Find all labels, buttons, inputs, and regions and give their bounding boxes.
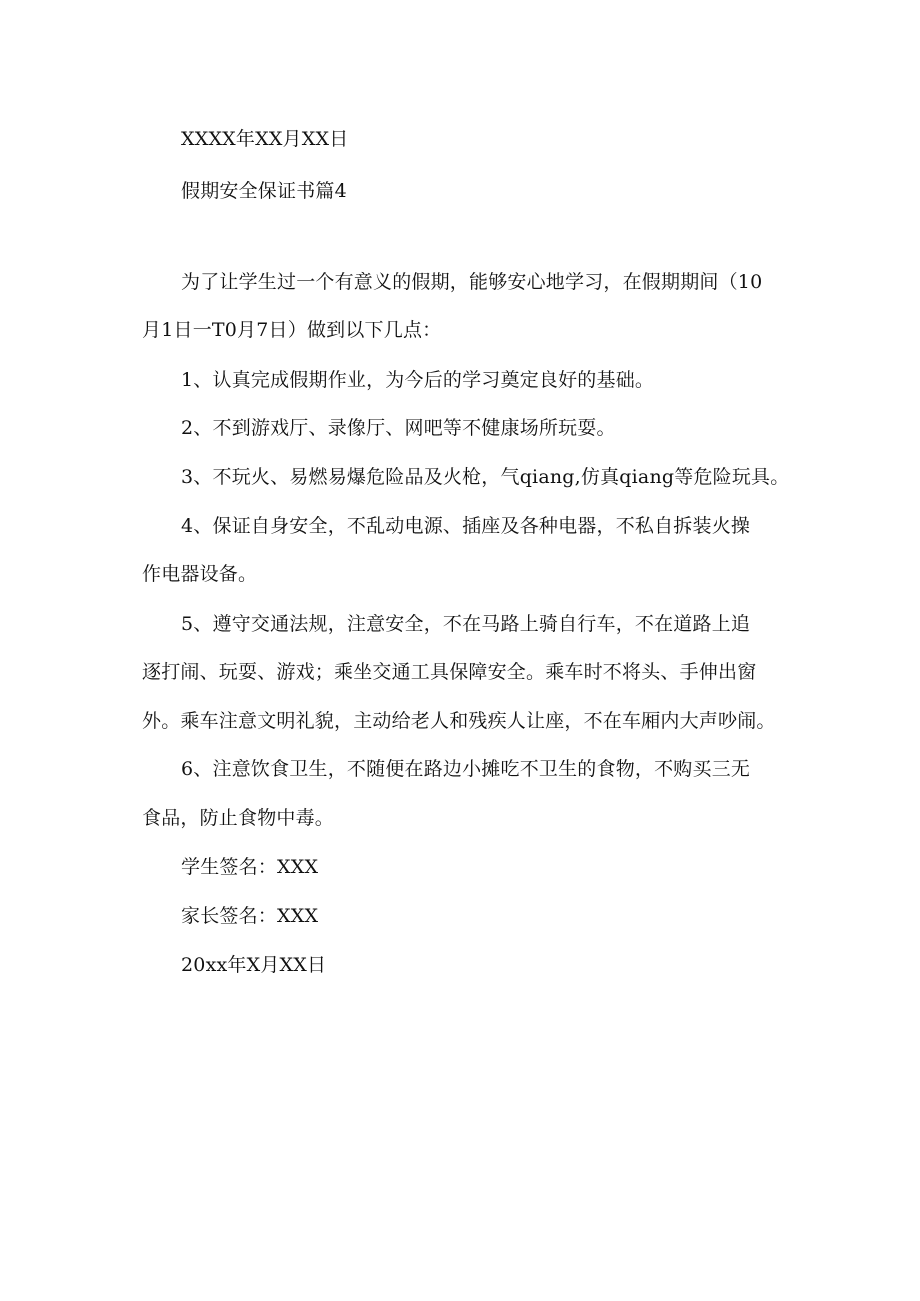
item-4-line-2: 作电器设备。 [142, 563, 258, 585]
intro-line-2: 月1日一T0月7日）做到以下几点： [142, 319, 442, 341]
date-top: XXXX年XX月XX日 [181, 128, 349, 150]
parent-signature: 家长签名：XXX [181, 905, 319, 927]
item-2-line-1: 2、不到游戏厅、录像厅、网吧等不健康场所玩耍。 [181, 417, 616, 439]
item-3-line-1: 3、不玩火、易燃易爆危险品及火枪，气qiang,仿真qiang等危险玩具。 [181, 466, 790, 488]
item-5-line-1: 5、遵守交通法规，注意安全，不在马路上骑自行车，不在道路上追 [181, 613, 751, 635]
item-6-line-1: 6、注意饮食卫生，不随便在路边小摊吃不卫生的食物，不购买三无 [181, 758, 751, 780]
document-title: 假期安全保证书篇4 [181, 180, 347, 202]
item-4-line-1: 4、保证自身安全，不乱动电源、插座及各种电器，不私自拆装火操 [181, 515, 751, 537]
date-bottom: 20xx年X月XX日 [181, 954, 327, 976]
item-5-line-3: 外。乘车注意文明礼貌，主动给老人和残疾人让座，不在车厢内大声吵闹。 [142, 710, 776, 732]
item-5-line-2: 逐打闹、玩耍、游戏；乘坐交通工具保障安全。乘车时不将头、手伸出窗 [142, 661, 757, 683]
student-signature: 学生签名：XXX [181, 856, 319, 878]
item-1-line-1: 1、认真完成假期作业，为今后的学习奠定良好的基础。 [181, 369, 655, 391]
intro-line-1: 为了让学生过一个有意义的假期，能够安心地学习，在假期期间（10 [181, 271, 763, 293]
item-6-line-2: 食品，防止食物中毒。 [142, 807, 335, 829]
